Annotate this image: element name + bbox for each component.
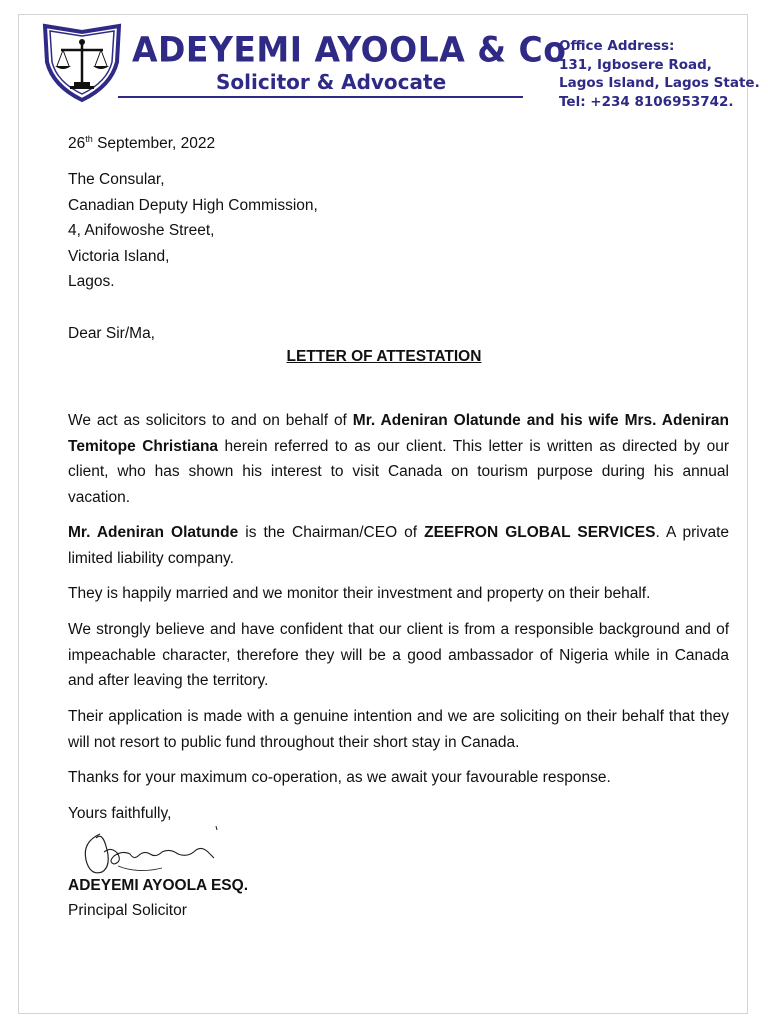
firm-name: ADEYEMI AYOOLA & Co	[132, 29, 567, 70]
paragraph-6: Thanks for your maximum co-operation, as we await your favourable response.	[68, 769, 611, 786]
office-address-street: 131, Igbosere Road,	[559, 56, 712, 73]
handwritten-signature	[78, 824, 228, 880]
recipient-address	[68, 167, 729, 295]
client-name: Mr. Adeniran Olatunde	[68, 524, 239, 541]
closing: Yours faithfully,	[68, 805, 172, 822]
date-suffix: th	[85, 133, 93, 144]
paragraph-2	[68, 520, 729, 571]
recipient-line: The Consular,	[68, 171, 165, 188]
paragraph-text: . A private limited liability company.	[68, 524, 729, 567]
signatory-title: Principal Solicitor	[68, 902, 187, 919]
paragraph-4: We strongly believe and have confident that our client is from a responsible background and of impeachable character, therefore they will be a good ambassador of Nigeria while in Canada and after leaving the territory.	[68, 621, 729, 689]
paragraph-text: is the Chairman/CEO of	[238, 524, 425, 541]
paragraph-text: We act as solicitors to and on behalf of	[68, 412, 353, 429]
paragraph-3: They is happily married and we monitor their investment and property on their behalf.	[68, 585, 651, 602]
office-address-heading: Office Address:	[559, 38, 675, 54]
scales-of-justice-shield-icon	[41, 22, 123, 102]
office-address-city: Lagos Island, Lagos State.	[559, 75, 760, 91]
date-day: 26	[68, 135, 86, 152]
office-address	[559, 37, 760, 111]
signatory-name: ADEYEMI AYOOLA ESQ.	[68, 877, 249, 894]
recipient-line: Lagos.	[68, 273, 115, 290]
letter-date	[68, 131, 729, 157]
office-telephone: Tel: +234 8106953742.	[559, 93, 734, 110]
date-month-year: September, 2022	[92, 135, 216, 152]
recipient-line: Victoria Island,	[68, 247, 170, 265]
recipient-line: 4, Anifowoshe Street,	[68, 222, 215, 239]
firm-tagline: Solicitor & Advocate	[216, 70, 447, 94]
paragraph-1	[68, 408, 729, 510]
recipient-line: Canadian Deputy High Commission,	[68, 196, 318, 214]
client-names: Mr. Adeniran Olatunde and his wife Mrs. Adeniran Temitope Christiana	[68, 412, 729, 455]
header-divider	[118, 96, 523, 98]
paragraph-5: Their application is made with a genuine intention and we are soliciting on their behalf that they will not resort to public fund throughout their short stay in Canada.	[68, 708, 729, 751]
salutation: Dear Sir/Ma,	[68, 325, 155, 342]
paragraph-text: herein referred to as our client. This letter is written as directed by our client, who has shown his interest to visit Canada on tourism purpose during his annual vacation.	[68, 437, 729, 506]
company-name: ZEEFRON GLOBAL SERVICES	[424, 524, 656, 541]
letter-subject: LETTER OF ATTESTATION	[286, 348, 482, 365]
